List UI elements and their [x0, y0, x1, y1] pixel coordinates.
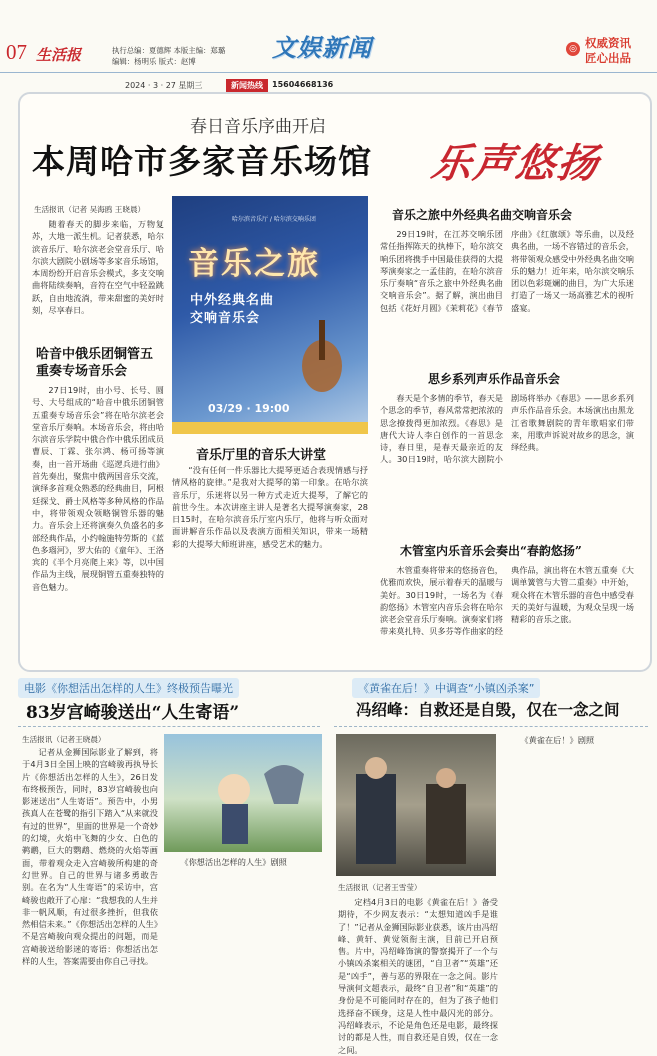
poster-bar [172, 422, 368, 434]
header-rule [0, 72, 657, 73]
sec5-body [380, 564, 634, 660]
left-story-paragraph: 记者从金狮国际影业了解到，将于4月3日全国上映的宫崎骏再执导长片《你想活出怎样的人生》，26日发布终极预告，同时，83岁宫崎骏也向影迷送出“人生寄语”。预告中，小男孩真人在苍鹭的指引下踏入“从来就没有过的世界”，里面的世界是一个奇妙的幻境，火焰中飞舞的少女、白色的鹈鹕，巨大的鹦鹉、燃烧的火焰等画面，带着观众走入宫崎骏所构建的奇幻世界。自己的世界与诸多勇敢告别。在名为“人生寄语”的采访中，宫崎骏也敞开了心扉：“我想我的人生并非一帆风顺，有过很多挫折，但我依然相信未来。”《你想活出怎样的人生》不是宫崎骏向观众提出的问题，而是宫崎骏送给影迷的寄语：你想活出怎样的人生，答案需要由你自己寻找。 [22, 747, 158, 967]
staff-line: 执行总编：夏德辉 本版主编：郑璐 [112, 46, 226, 55]
film-still-illustration [336, 734, 496, 876]
concert-poster [172, 196, 368, 434]
poster-violin-icon [282, 316, 362, 396]
sec1-paragraph: 27日19时，由小号、长号、圆号、大号组成的“哈音中俄乐团铜管五重奏专场音乐会”将在哈尔滨老会堂音乐厅奏响。本场音乐会，将由哈尔滨音乐学院中俄合作中俄乐团成员曹辰、丁霖、张尔鸿、杨可扬等演奏，由一首开场曲《巡逻兵进行曲》首先奏出，聚焦中俄两国音乐交流，演绎多首观众熟悉的经典曲目，阿根廷探戈、爵士风格等多种风格的作品中，将带领观众领略铜管乐器的魅力。音乐会上还将演奏久负盛名的多部经典作品，小约翰施特劳斯的《蓝色多瑙河》，罗大佑的《童年》、王洛宾的《半个月亮爬上来》等，以中国作品为主线，展现铜管五重奏独特的音色魅力。 [32, 385, 164, 592]
right-story-kicker: 《黄雀在后！》中调查“小镇凶杀案” [352, 678, 540, 698]
sec1-title: 哈音中俄乐团铜管五重奏专场音乐会 [36, 347, 154, 379]
sec3-title: 音乐之旅中外经典名曲交响音乐会 [392, 208, 573, 222]
right-story-byline: 生活报讯（记者王雪莹） [338, 883, 422, 892]
staff-line: 编辑：杨明乐 版式：赵博 [112, 57, 196, 66]
poster-org: 哈尔滨音乐厅 / 哈尔滨交响乐团 [232, 216, 316, 223]
staff-credits [112, 45, 282, 67]
poster-sub-line: 交响音乐会 [190, 311, 261, 326]
feature-lead [32, 218, 164, 342]
sec2-title: 音乐厅里的音乐大讲堂 [196, 448, 327, 463]
left-story-caption: 《你想活出怎样的人生》剧照 [180, 857, 287, 867]
left-story-body-cont [164, 856, 322, 1016]
poster-subtitle [190, 292, 274, 328]
sec2-paragraph: “没有任何一件乐器比大提琴更适合表现情感与抒情风格的旋律。”是我对大提琴的第一印象。在哈尔滨音乐厅，乐迷将以另一种方式走近大提琴，了解它的前世今生。本次讲座主讲人是著名大提琴演奏家，28日15时，在哈尔滨音乐厅室内乐厅，他将与听众面对面讲解音乐作品以及表演方面相关知识，带来一场精彩的大提琴大师班讲座，感受艺术的魅力。 [172, 465, 368, 549]
feature-headline: 本周哈市多家音乐场馆 [32, 142, 372, 181]
right-story-paragraph: 定档4月3日的电影《黄雀在后！》备受期待，不少网友表示：“太想知道凶手是谁了！”记者从金狮国际影业获悉，该片由冯绍峰、黄轩、黄觉领衔主演，目前已开启预售。片中，冯绍峰饰演的警察揭开了一个与小镇凶杀案相关的谜团，“自卫者”“英雄”还是“凶手”，善与恶的界限在一念之间。影片导演何文超表示，最终“自卫者”和“英雄”的身份是不可能同时存在的，但为了孩子他们选择奋不顾身，这是人性中最闪光的部分。冯绍峰表示，不论是角色还是电影，最终探讨的都是人性，而自救还是自毁，仅在一念之间。 [338, 897, 498, 1055]
poster-title: 音乐之旅 [188, 246, 320, 282]
poster-sub-line: 中外经典名曲 [190, 293, 275, 308]
right-story-body [338, 896, 498, 1055]
lead-paragraph: 随着春天的脚步来临，万物复苏，大地一派生机。记者获悉，哈尔滨音乐厅、哈尔滨老会堂音乐厅、哈尔滨大剧院小剧场等多家音乐场馆，本周纷纷开启音乐会模式，多支交响曲将陆续奏响，音符在空气中轻盈跳跃，自由地流淌，带来甜蜜的美好时刻，尽享春日。 [32, 219, 164, 316]
section-title: 文娱新闻 [272, 34, 372, 62]
left-story-kicker: 电影《你想活出怎样的人生》终极预告曝光 [18, 678, 239, 698]
boy-heron-illustration [164, 734, 322, 852]
feature-byline: 生活报讯（记者 吴海鸥 王晓晨） [34, 205, 146, 214]
sec3-paragraph: 29日19时，在江苏交响乐团常任指挥陈天的执棒下，哈尔滨交响乐团将携手中国最佳获得的大提琴演奏家之一孟佳韵，在哈尔滨音乐厅奏响“音乐之旅中外经典名曲交响音乐会”。据了解，演出曲目包括《花好月圆》《茉莉花》《春节序曲》《红旗颂》等乐曲，以及经典名曲，一场不容错过的音乐会，将带领观众感受中外经典名曲交响乐的魅力！近年来，哈尔滨交响乐团以色彩斑斓的曲目，为广大乐迷打造了一场又一场高雅艺术的视听盛宴。 [380, 229, 634, 313]
hotline-label: 新闻热线 [226, 79, 268, 92]
slogan-line: 权威资讯 [585, 36, 631, 50]
page-number: 07 [6, 40, 27, 64]
right-story-headline: 冯绍峰：自救还是自毁，仅在一念之间 [356, 700, 620, 719]
sec5-paragraph: 木管重奏将带来的悠扬音色，优雅而欢快，展示着春天的温暖与美好。30日19时，一场名为《春韵悠扬》木管室内音乐会将在哈尔滨老会堂音乐厅奏响。演奏家们将带来莫扎特、贝多芬等作曲家的经典作品，演出将在木管五重奏《大调单簧管与大管二重奏》中开始，观众将在木管乐器的音色中感受春天的美好与温暖，为观众呈现一场精彩的音乐之旅。 [380, 565, 634, 637]
right-story-image [336, 734, 496, 876]
issue-date: 2024 · 3 · 27 星期三 [125, 81, 203, 90]
poster-date: 03/29 · 19:00 [208, 402, 290, 415]
sec4-paragraph: 春天是个多情的季节，春天是个思念的季节，春风常常把浓浓的思念撩拨得更加浓烈。《春思》是唐代大诗人李白创作的一首思念诗，春日里，是春天最亲近的友人。30日19时，哈尔滨大剧院小剧场将举办《春思》——思乡系列声乐作品音乐会。本场演出由黑龙江省歌舞剧院的青年歌唱家们带来，用歌声诉说对故乡的思念，演绎经典。 [380, 393, 634, 465]
slogan-line: 匠心出品 [585, 51, 631, 65]
left-story-rule [18, 726, 320, 727]
slogan-icon: ◎ [566, 42, 580, 56]
left-story-image [164, 734, 322, 852]
right-story-body-cont [504, 734, 646, 1014]
right-story-rule [334, 726, 648, 727]
feature-headline-art: 乐声悠扬 [428, 140, 603, 187]
sec5-title: 木管室内乐音乐会奏出“春韵悠扬” [400, 544, 582, 558]
sec3-body [380, 228, 634, 364]
sec4-body [380, 392, 634, 532]
sec2-body [172, 464, 368, 654]
newspaper-name: 生活报 [36, 46, 82, 64]
sec1-body [32, 384, 164, 656]
right-story-caption: 《黄雀在后！》剧照 [520, 735, 595, 745]
left-story-byline: 生活报讯（记者王晓晨） [22, 735, 106, 744]
left-story-body [22, 746, 158, 1014]
slogan [585, 36, 631, 66]
feature-kicker: 春日音乐序曲开启 [190, 117, 326, 137]
hotline-number: 15604668136 [272, 80, 334, 89]
sec4-title: 思乡系列声乐作品音乐会 [428, 372, 561, 386]
left-story-headline: 83岁宫崎骏送出“人生寄语” [26, 703, 240, 723]
